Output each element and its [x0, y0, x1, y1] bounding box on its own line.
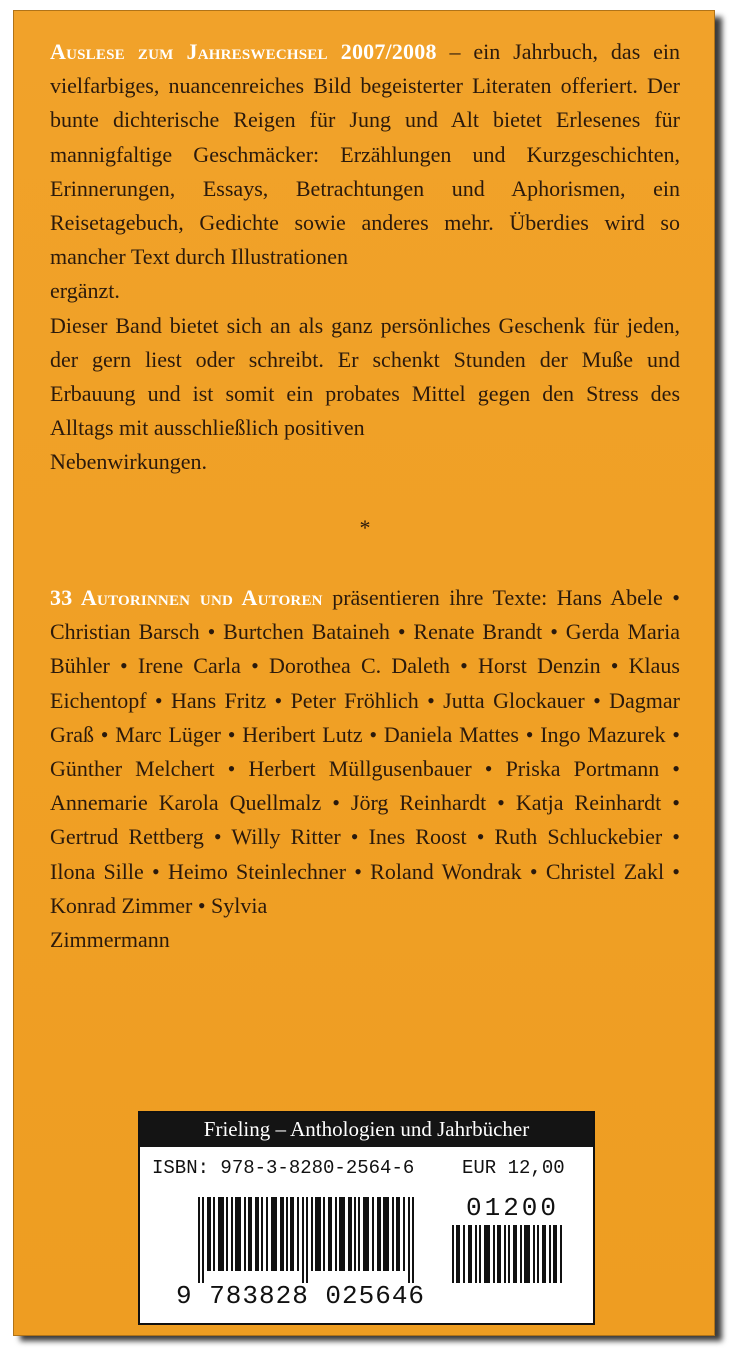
authors-list: präsentieren ihre Texte: Hans Abele • Christian Barsch • Burtchen Bataineh • Renate Brandt • Gerda Maria Bühler • Irene Carla • Dorothea C. Daleth • Horst Denzin • Klaus Eichentopf • Hans Fritz • Peter Fröhlich • Jutta Glockauer • Dagmar Graß • Marc Lüger • Heribert Lutz • Daniela Mattes • Ingo Mazurek • Günther Melchert • Herbert Müllgusenbauer • Priska Portmann • Annemarie Karola Quellmalz • Jörg Reinhardt • Katja Reinhardt • Gertrud Rettberg • Willy Ritter • Ines Roost • Ruth Schluckebier • Ilona Sille • Heimo Steinlechner • Roland Wondrak • Christel Zakl • Konrad Zimmer • Sylvia	[50, 585, 680, 918]
ean-digits: 9 783828 025646	[176, 1281, 426, 1311]
intro-body: – ein Jahrbuch, das ein vielfarbiges, nuancenreiches Bild begeisterter Literaten offeriert. Der bunte dichterische Reigen für Jung und Alt bietet Erlesenes für mannigfaltige Geschmäcker: Erzählungen und Kurzgeschichten, Erinnerungen, Essays, Betrachtungen und Aphorismen, ein Reisetagebuch, Gedichte sowie anderes mehr. Überdies wird so mancher Text durch Illustrationen	[50, 39, 680, 270]
intro-para2: Dieser Band bietet sich an als ganz persönliches Geschenk für jeden, der gern liest oder schreibt. Er schenkt Stunden der Muße und Erbauung und ist somit ein probates Mittel gegen den Stress des Alltags mit ausschließlich positiven	[50, 312, 680, 441]
authors-lead: 33 Autorinnen und Autoren	[50, 585, 323, 610]
separator-asterisk: *	[359, 515, 371, 540]
intro-lead: Auslese zum Jahreswechsel 2007/2008	[50, 39, 437, 64]
intro-para2-end: Nebenwirkungen.	[50, 449, 208, 475]
series-banner: Frieling – Anthologien und Jahrbücher	[140, 1113, 593, 1147]
book-back-cover	[13, 10, 715, 1336]
ean-barcode	[198, 1197, 428, 1283]
authors-list-end: Zimmermann	[50, 927, 170, 953]
intro-body-end: ergänzt.	[50, 278, 120, 304]
authors-text	[50, 581, 680, 957]
addon-digits: 01200	[466, 1193, 560, 1223]
addon-barcode	[452, 1225, 572, 1283]
price-text: EUR 12,00	[462, 1157, 565, 1179]
isbn-text: ISBN: 978-3-8280-2564-6	[152, 1157, 415, 1179]
barcode-label	[138, 1111, 595, 1325]
intro-text	[50, 35, 680, 480]
